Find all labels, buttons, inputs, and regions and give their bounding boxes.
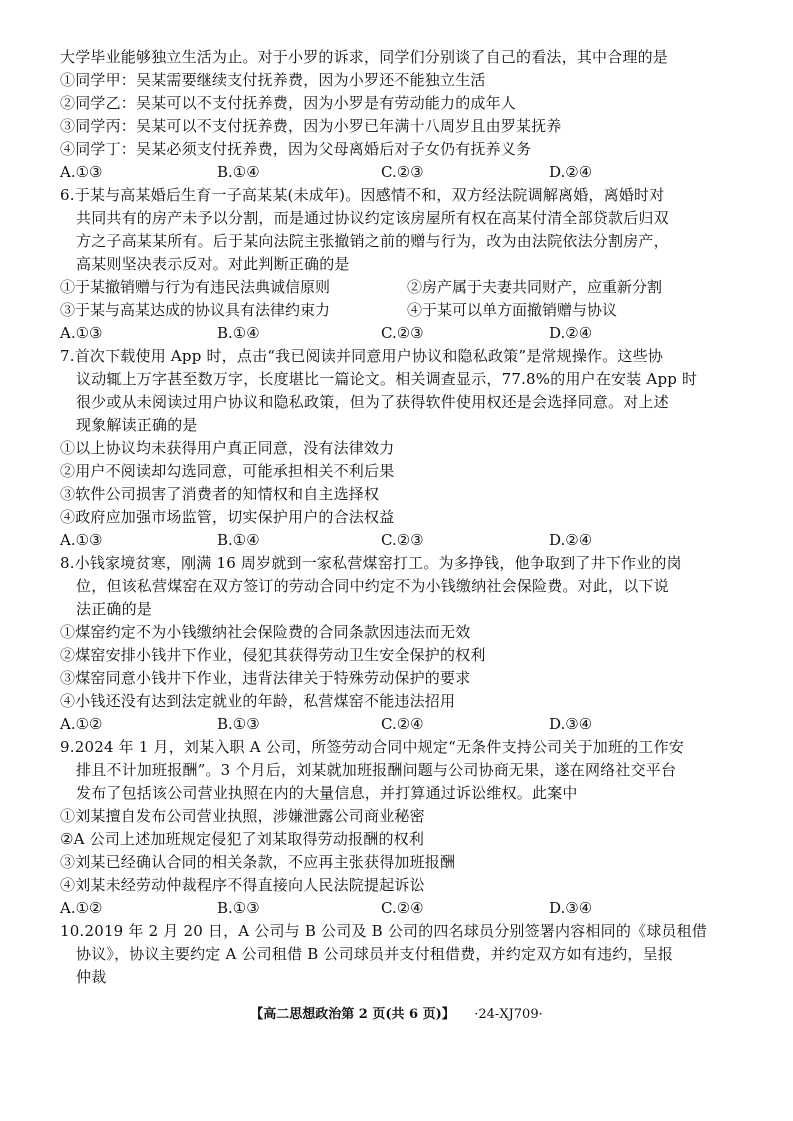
option-a: A.①③	[60, 163, 103, 181]
q8-item: ③煤窑同意小钱井下作业，违背法律关于特殊劳动保护的要求	[60, 669, 471, 687]
q7-stem: 很少或从未阅读过用户协议和隐私政策，但为了获得软件使用权还是会选择同意。对上述	[76, 393, 669, 411]
q10-stem: 协议》，协议主要约定 A 公司租借 B 公司球员并支付租借费，并约定双方如有违约，呈报	[76, 945, 674, 963]
intro-line: 大学毕业能够独立生活为止。对于小罗的诉求，同学们分别谈了自己的看法，其中合理的是	[60, 48, 669, 66]
option-d: D.③④	[549, 715, 593, 733]
q6-item: ②房产属于夫妻共同财产，应重新分割	[407, 278, 663, 296]
q9-stem: 发布了包括该公司营业执照在内的大量信息，并打算通过诉讼维权。此案中	[76, 784, 578, 802]
q9-options	[60, 897, 740, 919]
q6-stem: 6.于某与高某婚后生育一子高某某(未成年)。因感情不和，双方经法院调解离婚，离婚时对	[60, 186, 665, 204]
q7-stem: 7.首次下载使用 App 时，点击“我已阅读并同意用户协议和隐私政策”是常规操作。这些协	[60, 347, 664, 365]
option-a: A.①③	[60, 531, 103, 549]
q9-stem: 排且不计加班报酬”。3 个月后，刘某就加班报酬问题与公司协商无果，遂在网络社交平台	[76, 761, 677, 779]
footer-code: ·24-XJ709·	[474, 1007, 543, 1022]
q5-options	[60, 161, 740, 183]
q7-item: ②用户不阅读却勾选同意，可能承担相关不利后果	[60, 462, 395, 480]
q8-item: ①煤窑约定不为小钱缴纳社会保险费的合同条款因违法而无效	[60, 623, 471, 641]
option-c: C.②③	[381, 163, 424, 181]
q9-item: ①刘某擅自发布公司营业执照，涉嫌泄露公司商业秘密	[60, 807, 425, 825]
q8-stem: 8.小钱家境贫寒，刚满 16 周岁就到一家私营煤窑打工。为多挣钱，他争取到了井下作业的岗	[60, 554, 682, 572]
q8-stem: 位，但该私营煤窑在双方签订的劳动合同中约定不为小钱缴纳社会保险费。对此，以下说	[76, 577, 669, 595]
page-footer	[0, 1005, 793, 1025]
q9-stem: 9.2024 年 1 月，刘某入职 A 公司，所签劳动合同中规定“无条件支持公司关于加班的工作安	[60, 738, 684, 756]
option-c: C.②④	[381, 715, 424, 733]
q6-stem: 方之子高某某所有。后于某向法院主张撤销之前的赠与行为，改为由法院依法分割房产，	[76, 232, 669, 250]
q7-item: ④政府应加强市场监管，切实保护用户的合法权益	[60, 508, 395, 526]
option-b: B.①③	[217, 715, 260, 733]
option-b: B.①④	[217, 163, 260, 181]
option-d: D.②④	[549, 163, 593, 181]
q6-stem: 高某则坚决表示反对。对此判断正确的是	[76, 255, 350, 273]
option-a: A.①②	[60, 899, 103, 917]
q9-item: ④刘某未经劳动仲裁程序不得直接向人民法院提起诉讼	[60, 876, 425, 894]
q7-options	[60, 529, 740, 551]
option-c: C.②③	[381, 531, 424, 549]
q5-item: ④同学丁：吴某必须支付抚养费，因为父母离婚后对子女仍有抚养义务	[60, 140, 532, 158]
option-d: D.②④	[549, 531, 593, 549]
q6-items-row	[60, 299, 760, 321]
q5-item: ③同学丙：吴某可以不支付抚养费，因为小罗已年满十八周岁且由罗某抚养	[60, 117, 562, 135]
q8-item: ②煤窑安排小钱井下作业，侵犯其获得劳动卫生安全保护的权利	[60, 646, 486, 664]
q6-items-row	[60, 276, 760, 298]
option-a: A.①③	[60, 324, 103, 342]
footer-title: 【高二思想政治第 2 页(共 6 页)】	[250, 1007, 449, 1022]
option-a: A.①②	[60, 715, 103, 733]
q8-item: ④小钱还没有达到法定就业的年龄，私营煤窑不能违法招用	[60, 692, 456, 710]
q6-options	[60, 322, 740, 344]
q8-options	[60, 713, 740, 735]
q7-stem: 议动辄上万字甚至数万字，长度堪比一篇论文。相关调查显示，77.8%的用户在安装 App 时	[76, 370, 698, 388]
option-b: B.①④	[217, 324, 260, 342]
q8-stem: 法正确的是	[76, 600, 153, 618]
q5-item: ②同学乙：吴某可以不支付抚养费，因为小罗是有劳动能力的成年人	[60, 94, 517, 112]
option-b: B.①③	[217, 899, 260, 917]
q7-item: ③软件公司损害了消费者的知情权和自主选择权	[60, 485, 380, 503]
q10-stem: 10.2019 年 2 月 20 日，A 公司与 B 公司及 B 公司的四名球员分别签署内容相同的《球员租借	[60, 922, 708, 940]
option-d: D.③④	[549, 899, 593, 917]
q7-stem: 现象解读正确的是	[76, 416, 198, 434]
q6-stem: 共同共有的房产未予以分割，而是通过协议约定该房屋所有权在高某付清全部贷款后归双	[76, 209, 669, 227]
q9-item: ②A 公司上述加班规定侵犯了刘某取得劳动报酬的权利	[60, 830, 425, 848]
q7-item: ①以上协议均未获得用户真正同意，没有法律效力	[60, 439, 395, 457]
q9-item: ③刘某已经确认合同的相关条款，不应再主张获得加班报酬	[60, 853, 456, 871]
option-b: B.①④	[217, 531, 260, 549]
option-d: D.②④	[549, 324, 593, 342]
q6-item: ④于某可以单方面撤销赠与协议	[407, 301, 618, 319]
option-c: C.②③	[381, 324, 424, 342]
q6-item: ③于某与高某达成的协议具有法律约束力	[60, 301, 331, 319]
q10-stem: 仲裁	[76, 968, 107, 986]
q6-item: ①于某撤销赠与行为有违民法典诚信原则	[60, 278, 331, 296]
q5-item: ①同学甲：吴某需要继续支付抚养费，因为小罗还不能独立生活	[60, 71, 486, 89]
option-c: C.②④	[381, 899, 424, 917]
